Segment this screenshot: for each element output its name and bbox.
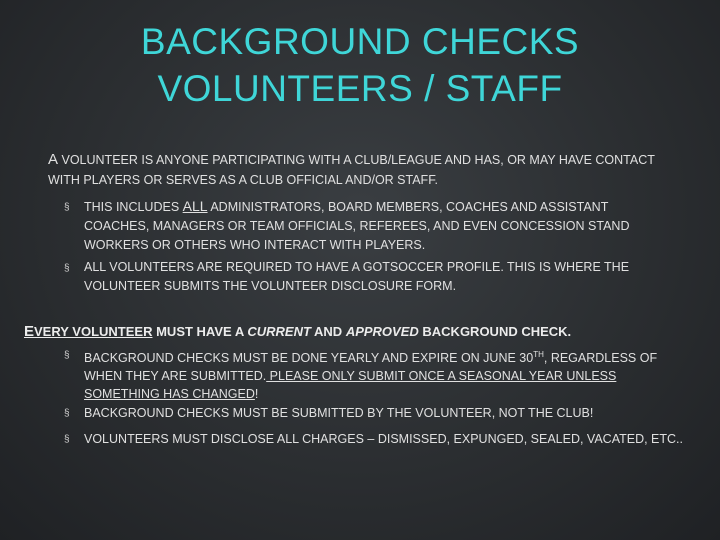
sub-1-under: PLEASE ONLY SUBMIT ONCE A SEASONAL YEAR UNLESS SOMETHING HAS CHANGED: [84, 369, 617, 402]
bullet-gotsoccer-profile: [64, 258, 664, 296]
sub-1-pre: BACKGROUND CHECKS MUST BE DONE YEARLY AND EXPIRE ON JUNE 30: [84, 351, 534, 366]
bullet-marker: §: [64, 408, 70, 419]
bullet-marker: §: [64, 202, 70, 213]
bullet-1-post: ADMINISTRATORS, BOARD MEMBERS, COACHES AND ASSISTANT COACHES, MANAGERS OR TEAM OFFICIALS, REFEREES, AND EVEN CONCESSION STAND WORKERS OR OTHERS WHO INTERACT WITH PLAYERS.: [84, 200, 630, 252]
section-first-letter: E: [24, 323, 35, 340]
sub-3-text: VOLUNTEERS MUST DISCLOSE ALL CHARGES – DISMISSED, EXPUNGED, SEALED, VACATED, ETC..: [84, 432, 683, 446]
section-and: AND: [310, 324, 346, 339]
intro-text: VOLUNTEER IS ANYONE PARTICIPATING WITH A CLUB/LEAGUE AND HAS, OR MAY HAVE CONTACT WITH PLAYERS OR SERVES AS A CLUB OFFICIAL AND/OR STAFF.: [48, 153, 655, 187]
slide-title: [0, 18, 720, 112]
section-under: VERY VOLUNTEER: [34, 324, 153, 339]
bullet-1-emph: ALL: [182, 198, 208, 214]
sub-1-sup: TH: [533, 350, 544, 359]
section-tail: BACKGROUND CHECK.: [418, 324, 572, 339]
section-mid: MUST HAVE A: [152, 324, 248, 339]
sub-bullet-submitted-by: [64, 404, 694, 422]
bullet-marker: §: [64, 263, 70, 274]
sub-2-text: BACKGROUND CHECKS MUST BE SUBMITTED BY THE VOLUNTEER, NOT THE CLUB!: [84, 406, 594, 420]
intro-first-letter: A: [48, 151, 59, 168]
bullet-marker: §: [64, 350, 70, 361]
bullet-1-pre: THIS INCLUDES: [84, 200, 183, 214]
section-current: CURRENT: [247, 324, 311, 339]
sub-1-post: !: [254, 387, 259, 402]
title-line-1: BACKGROUND CHECKS: [140, 21, 580, 62]
sub-bullet-yearly: [64, 346, 694, 403]
bullet-marker: §: [64, 434, 70, 445]
bullet-includes-all: [64, 197, 664, 255]
section-approved: APPROVED: [345, 324, 419, 339]
section-heading: [24, 322, 704, 342]
title-line-2: VOLUNTEERS / STAFF: [157, 68, 563, 109]
bullet-2-text: ALL VOLUNTEERS ARE REQUIRED TO HAVE A GOTSOCCER PROFILE. THIS IS WHERE THE VOLUNTEER SUBMITS THE VOLUNTEER DISCLOSURE FORM.: [84, 260, 630, 293]
sub-bullet-disclose-charges: [64, 430, 694, 448]
intro-paragraph: [48, 150, 688, 190]
sub-1-mid: , REGARDLESS OF WHEN THEY ARE SUBMITTED.: [84, 351, 658, 384]
